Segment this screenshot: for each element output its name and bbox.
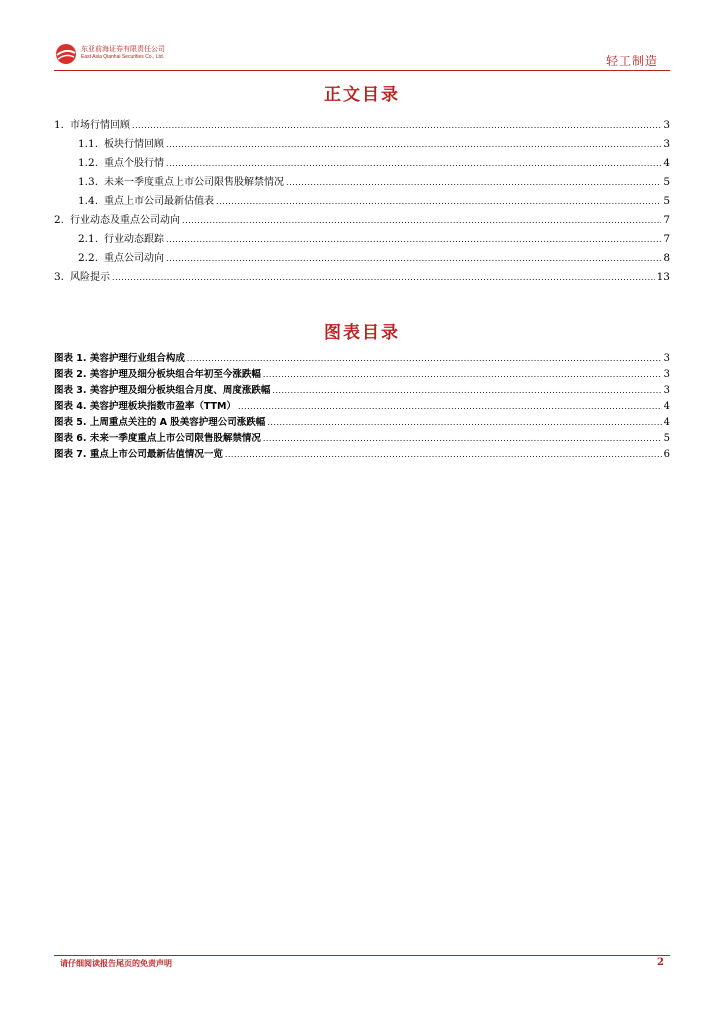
figure-item-label: 图表 5. 上周重点关注的 A 股美容护理公司涨跌幅 [54,417,266,428]
toc-item-page: 3 [663,119,670,131]
figure-item-label: 图表 3. 美容护理及细分板块组合月度、周度涨跌幅 [54,385,271,396]
leader-dots [216,195,661,209]
leader-dots [187,352,662,366]
figure-item-page: 4 [663,417,670,428]
figure-item-label: 图表 2. 美容护理及细分板块组合年初至今涨跌幅 [54,369,261,380]
industry-category: 轻工制造 [605,54,658,68]
leader-dots [166,252,661,266]
toc-item-text: 重点个股行情 [104,158,165,169]
page-number: 2 [657,957,664,968]
toc-item-text: 板块行情回顾 [104,139,165,150]
figure-item[interactable] [54,384,670,398]
company-name-en: East Asia Qianhai Securities Co., Ltd. [81,54,165,60]
toc-item-text: 重点上市公司最新估值表 [104,196,215,207]
toc-item-page: 4 [663,157,670,169]
toc-item-page: 5 [663,176,670,188]
leader-dots [166,138,661,152]
toc-item-number: 2. [54,214,65,226]
toc-item[interactable] [78,251,670,265]
toc-item-text: 未来一季度重点上市公司限售股解禁情况 [104,177,285,188]
footer-disclaimer: 请仔细阅读报告尾页的免责声明 [60,959,172,968]
figure-item-label: 图表 6. 未来一季度重点上市公司限售股解禁情况 [54,433,261,444]
figures-title: 图表目录 [324,323,400,343]
leader-dots [166,157,661,171]
figure-item-page: 3 [663,385,670,396]
toc-item-text: 行业动态跟踪 [104,234,165,245]
toc-item-page: 7 [663,233,670,245]
leader-dots [267,416,661,430]
figure-item-page: 3 [663,369,670,380]
leader-dots [112,271,655,285]
leader-dots [182,214,661,228]
page-header [54,38,670,70]
toc-item[interactable] [54,270,670,284]
toc-item[interactable] [78,175,670,189]
toc-item-text: 市场行情回顾 [70,120,131,131]
header-divider [54,70,670,71]
toc-item-text: 风险提示 [70,272,111,283]
leader-dots [225,448,662,462]
toc-item-number: 3. [54,271,65,283]
leader-dots [263,432,662,446]
leader-dots [286,176,661,190]
figure-item[interactable] [54,400,670,414]
leader-dots [263,368,662,382]
toc-item-page: 5 [663,195,670,207]
toc-item[interactable] [78,194,670,208]
figure-item[interactable] [54,368,670,382]
toc-item-text: 行业动态及重点公司动向 [70,215,181,226]
toc-title: 正文目录 [324,85,400,105]
company-name-cn: 东亚前海证券有限责任公司 [81,45,165,53]
toc-item[interactable] [54,118,670,132]
company-logo-icon [54,42,78,66]
toc-item[interactable] [78,156,670,170]
leader-dots [272,384,661,398]
figure-item[interactable] [54,352,670,366]
figure-item-label: 图表 1. 美容护理行业组合构成 [54,353,185,364]
toc-item-number: 1.4. [78,195,99,207]
figure-item-label: 图表 4. 美容护理板块指数市盈率（TTM） [54,401,236,412]
figure-item-page: 3 [663,353,670,364]
toc-item[interactable] [78,137,670,151]
toc-item-number: 1.3. [78,176,99,188]
toc-item-number: 2.1. [78,233,99,245]
toc-item-number: 1. [54,119,65,131]
figure-item[interactable] [54,416,670,430]
toc-item-text: 重点公司动向 [104,253,165,264]
figure-item-page: 5 [663,433,670,444]
figure-item-label: 图表 7. 重点上市公司最新估值情况一览 [54,449,223,460]
leader-dots [166,233,661,247]
toc-item-number: 1.1. [78,138,99,150]
toc-item-number: 2.2. [78,252,99,264]
toc-item[interactable] [78,232,670,246]
toc-item-page: 8 [663,252,670,264]
leader-dots [238,400,662,414]
figure-item-page: 6 [663,449,670,460]
footer-divider [54,955,670,956]
toc-item-page: 13 [656,271,670,283]
figure-item-page: 4 [663,401,670,412]
toc-item-page: 7 [663,214,670,226]
toc-item-page: 3 [663,138,670,150]
leader-dots [132,119,661,133]
figure-item[interactable] [54,448,670,462]
toc-item[interactable] [54,213,670,227]
toc-item-number: 1.2. [78,157,99,169]
figure-item[interactable] [54,432,670,446]
